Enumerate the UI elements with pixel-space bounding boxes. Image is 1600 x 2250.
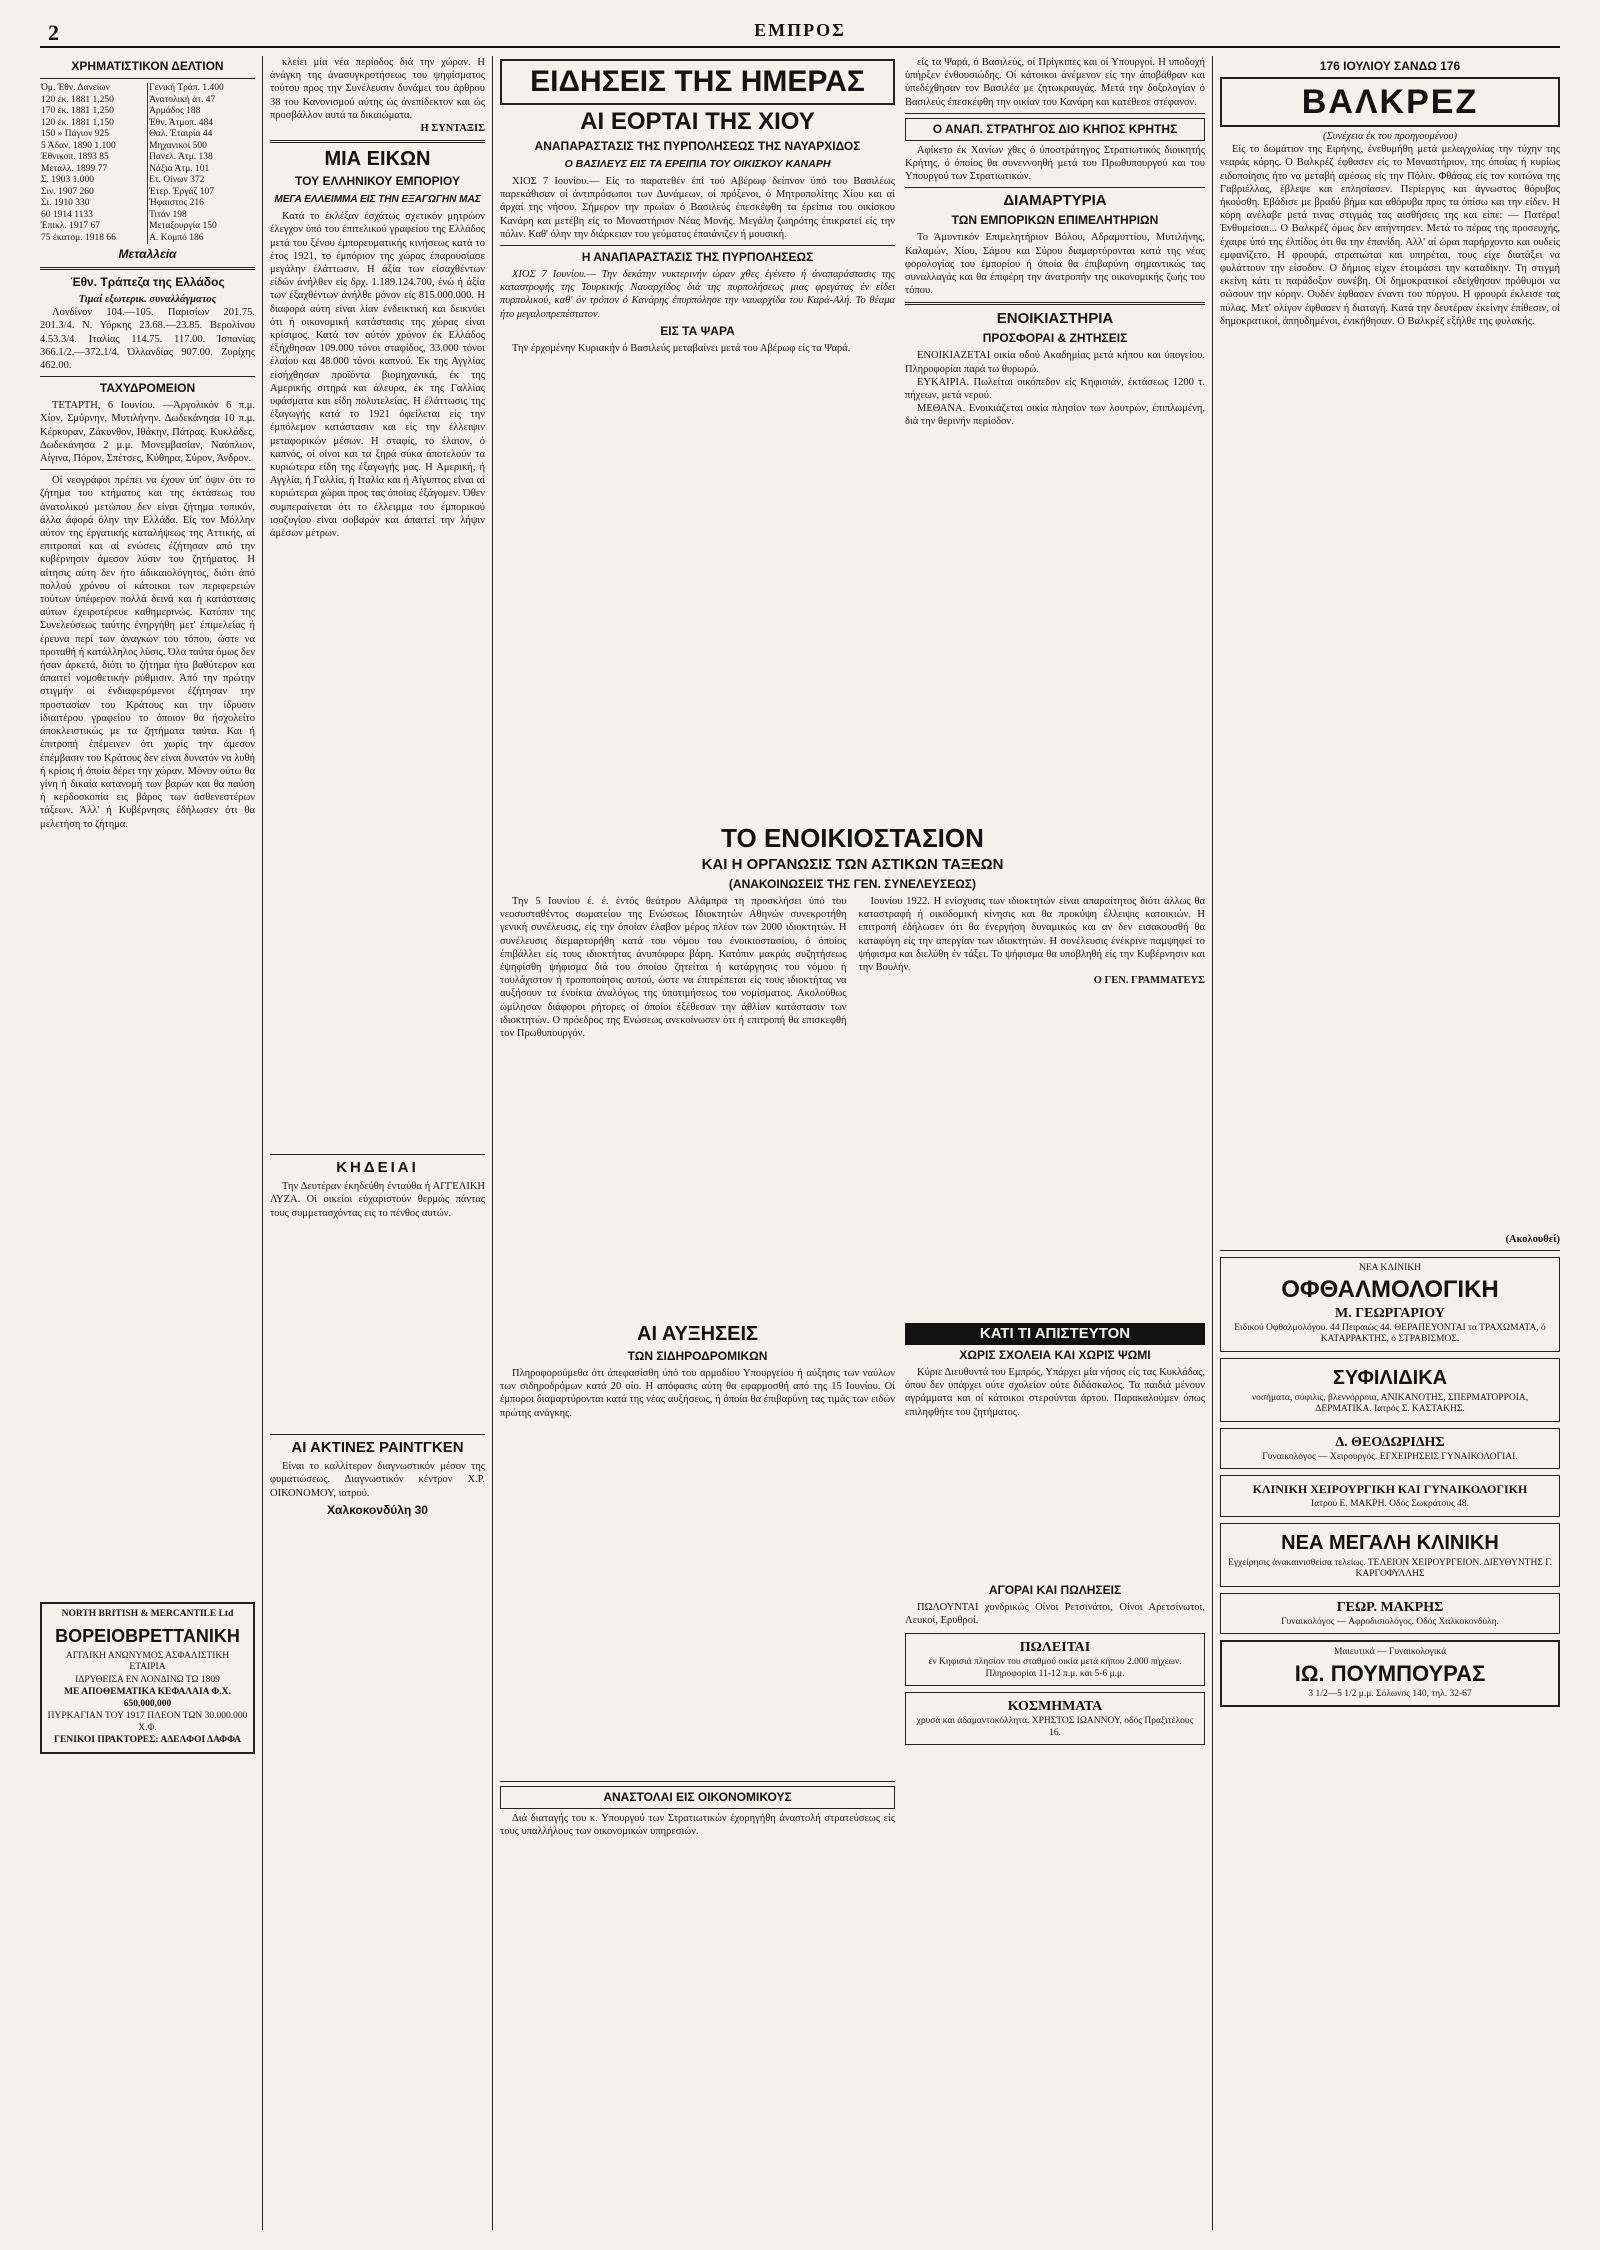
column-2 xyxy=(270,56,485,2230)
railway-body: Πληροφορούμεθα ότι άπεφασίσθη ύπό του αρμοδίου Υπουργείου ή αύξησις των ναύλων των σιδηροδρόμων κατά 20 οίο. Η απόφασις αύτη θα εφαρμοσθή από της 15 Ιουνίου. Οί έμποροι διαμαρτύρονται κατά της νέας αυξήσεως, ή όποία θα έπιβαρύνη τας τιμάς των ειδών πρώτης ανάγκης. xyxy=(500,1368,895,1419)
protest-body: Το Άμυντικόν Επιμελητήριον Βόλου, Αδραμυττίου, Μυτιλήνης, Καλαμών, Χίου, Σάμου και Σύρου διαμαρτύρονται κατά της νέας φορολογίας του έμπορίου ή όποία θα έπιβαρύνη σημαντικώς τας συναλλαγάς και θα έπιφέρη την άνατροπήν της οικονομικής ζωής του τόπου. xyxy=(905,232,1205,297)
serial-body: Είς το δωμάτιον της Ειρήνης, ένεθυμήθη μετά μελαγχολίας την τύχην της νεαράς κόρης. Ο Βαλκρέζ έφθασεν είς το Μοναστήριον, της όποίας ή κυρίως ειδοποίησις ήτο να μεταβή αμέσως είς την Πόλιν. Φθάσας είς τον κοιτώνα της Γαβριέλλας, έβλεψε και επλησίασεν. Περίεργος και άγνωστος θόρυβος ήκούσθη. Εβάδισε με βραδύ βήμα και αθόρυβα προς τα όπίσω και την είδεν. Η κόρη ανέλαβε μετά τινας στιγμάς τας αισθήσεις της και είπε: — Πατέρα! Ένθυμείσαι... Ο Βαλκρέζ όμως δεν απήντησεν. Μετά το πέρας της προσευχής, έχαιρε ύπό της έλπίδος ότι θα την έπανίδη. Αλλ' αί ώραι παρήρχοντο και ουδείς εμφανίζετο. Η φρουρά, στρατιώται και υπηρέται, τους είχε διατάξει να φυλάττουν την είσοδον. Ο δήμιος είχεν έτοιμάσει την καταδίκην. Τη στιγμή εκείνη κάτι τι παράδοξον συνέβη. Οί δημοκρατικοί εδείχθησαν πρόθυμοι να σώσουν την κόρην. Ουδέν έφθασεν έναντι του πύργου. Η φρουρά έκλεισε τας πύλας. Μετ' ολίγον έφθασεν ή διαταγή. Κατά την δευτέραν έκείνην έπίθεσιν, οί δημοκρατικοί, άπηυδημένοι, ένικήθησαν. Ο Βαλκρέζ εξήλθε της φυλακής. xyxy=(1220,144,1560,327)
table-row xyxy=(40,152,255,164)
table-row xyxy=(40,210,255,222)
table-row xyxy=(40,95,255,107)
stock-subheading: Μεταλλεία xyxy=(118,247,177,261)
suspension-heading: ΑΝΑΣΤΟΛΑΙ ΕΙΣ ΟΙΚΟΝΟΜΙΚΟΥΣ xyxy=(500,1786,895,1809)
table-cell: Ήφαιστος 216 xyxy=(148,198,255,210)
gynecologist-ad xyxy=(1220,1428,1560,1470)
col2-top-text: κλείει μία νέα περίοδος διά την χώραν. Η άνάγκη της άνασυγκροτήσεως του ψηφίσματος τούτου προς την Συνέλευσιν δυνάμει του άρθρου 38 του Κανονισμού αύτης ώς άνεπίδεκτον και ώς προσβάλλον αυτά τα δικαιώματα. xyxy=(270,57,485,121)
insurance-ad-line-1: NORTH BRITISH & MERCANTILE Ltd xyxy=(61,1609,234,1620)
exchange-rates: Λονδίνον 104.—105. Παρισίων 201.75. 201.3/4. Ν. Υόρκης 23.68.—23.85. Βερολίνου 4.53.3/4. Ιταλίας 114.75. 117.00. Ίσπανίας 366.1/2.—372.1/4. Όλλανδίας 907.00. Ζυρίχης 462.00. xyxy=(40,307,255,372)
table-row xyxy=(40,141,255,153)
suspension-body: Διά διαταγής του κ. Υπουργού των Στρατιωτικών έχορηγήθη άναστολή στρατεύσεως είς τους υπαλλήλους των οικονομικών υπηρεσιών. xyxy=(500,1813,895,1838)
serial-signature: (Ακολουθεί) xyxy=(1505,1234,1560,1246)
new-clinic-ad xyxy=(1220,1523,1560,1587)
col4-body-1: είς τα Ψαρά, ό Βασιλεύς, οί Πρίγκιπες και οί Υπουργοί. Η υποδοχή ύπήρξεν ένθουσιώδης. Οί κάτοικοι άνέμενον είς την άποβάθραν και ύπεδέχθησαν τον Βασιλέα με ζητωκραυγάς. Μετά την δοξολογίαν ό Βασιλεύς έπεσκέφθη την οικίαν του Κανάρη και κατέθεσε στέφανον. xyxy=(905,57,1205,108)
general-heading: Ο ΑΝΑΠ. ΣΤΡΑΤΗΓΟΣ ΔΙΟ ΚΗΠΟΣ ΚΡΗΤΗΣ xyxy=(905,118,1205,141)
table-cell: Θαλ. Έταιρία 44 xyxy=(148,129,255,141)
serial-continuation: (Συνέχεια έκ του προηγουμένου) xyxy=(1322,131,1458,142)
psara-body: Την έρχομένην Κυριακήν ό Βασιλεύς μεταβαίνει μετά του Αβέρωφ είς τα Ψαρά. xyxy=(512,342,851,354)
table-cell: 120 έκ. 1881 1,250 xyxy=(41,94,114,105)
railway-heading: ΑΙ ΑΥΞΗΣΕΙΣ xyxy=(637,1323,758,1345)
col1-body: Οί νεογράφοι πρέπει να έχουν ύπ' όψιν ότι το ζήτημα του κτήματος και της έκτάσεως του άνατολικού μετώπου δεν είναι ζήτημα τοπικόν, άλλα άφορά όλην την Ελλάδα. Είς τον Μόλλην αύτον της έργατικής καταλήψεως της Αττικής, αί επιτροπαί και αί ενώσεις έζήτησαν από την κυβέρνησιν άμεσον λύσιν του ζητήματος. Η αίτησις αύτη δεν ήτο άδικαιολόγητος, διότι άπό πολλού χρόνου οί κάτοικοι των περιφερειών τούτων ύπέφερον πολλά δεινά και ή κατάστασις αύτων έχειροτέρευε καθημερινώς. Κατόπιν της Συνελεύσεως ταύτης ένηργήθη μετ' έπιμελείας ή έρευνα περί των άναγκών του τόπου, ώστε να προταθή ή κατάλληλος λύσις. Όλα ταύτα όμως δεν ήσαν άρκετά, διότι το ζήτημα ήτο βαθύτερον και άπαιτεί νομοθετικήν ρύθμισιν. Άπό την πρώτην στιγμήν οί ένδιαφερόμενοι έζήτησαν την προστασίαν του Κράτους και την ίδρυσιν ίδιαιτέρου γραφείου το όποιον θα ήσχολείτο άποκλειστικώς με τα ζητήματα ταύτα. Και ή έπιτροπή έπέμεινεν ότι χωρίς την άμεσον έπέμβασιν του Κράτους δεν είναι δυνατόν να λυθή ή κρίσις ή όποία δέρει την χώραν. Μόνον ούτω θα γίνη ή δικαία κατανομή των βαρών και θα παύση ή κερδοσκοπία εις βάρος των άσθενεστέρων τάξεων. Άλλ' ή Κυβέρνησις έδήλωσεν ότι θα μελετήση το ζήτημα. xyxy=(40,475,255,830)
new-clinic-text: Εγχείρησις άνακαινισθείσα τελείως. ΤΕΛΕΙΟΝ ΧΕΙΡΟΥΡΓΕΙΟΝ. ΔΙΕΥΘΥΝΤΗΣ Γ. ΚΑΡΓΟΦΥΛΛΗΣ xyxy=(1228,1557,1552,1580)
rent-control-body-left: Την 5 Ιουνίου έ. έ. έντός θεάτρου Αλάμπρα τη προσκλήσει ύπό του νεοσυσταθέντος σωματείου της Ενώσεως Ιδιοκτητών Αθηνών συνεκροτήθη γενική συνέλευσις, είς την όποίαν έλαβον μέρος πλέον των 2000 ιδιοκτητών. Η συνέλευσις διεμαρτυρήθη κατά του νόμου του ένοικιοστασίου, ό όποίος έπιβάλλει είς τους ιδιοκτήτας άνυπόφορα βάρη. Κατόπιν μακράς συζητήσεως έψηφίσθη ψήφισμα διά του όποίου ζητείται ή κατάργησις του νόμου ή τουλάχιστον ή τροποποίησις αυτού, ώστε να έπιτρέπεται είς τους ιδιοκτήτας να αυξήσουν τα ένοίκια άναλόγως της ύποτιμήσεως του νομίσματος. Ακολούθως ώμίλησαν διάφοροι ρήτορες οί όποίοι έξέθεσαν την άθλίαν κατάστασιν των ιδιοκτητών. Ο πρόεδρος της Ενώσεως ανεκοίνωσεν ότι ή επιτροπή θα επισκεφθή τον Πρωθυπουργόν. xyxy=(500,896,847,1040)
article-heading-deficit: ΜΕΓΑ ΕΛΛΕΙΜΜΑ ΕΙΣ ΤΗΝ ΕΞΑΓΩΓΗΝ ΜΑΣ xyxy=(274,194,481,206)
gynecologist-name: Δ. ΘΕΟΔΩΡΙΔΗΣ xyxy=(1335,1434,1445,1450)
poumpouras-text: 3 1/2—5 1/2 μ.μ. Σόλωνος 140, τηλ. 32-67 xyxy=(1308,1688,1472,1699)
table-cell: Τιτάν 198 xyxy=(148,210,255,222)
xray-text: Είναι το καλλίτερον διαγνωστικόν μέσον της φυματιώσεως. Διαγνωστικόν κέντρον Χ.Ρ. ΟΙΚΟΝΟΜΟΥ, ιατρού. xyxy=(270,1461,485,1499)
table-cell: Ετ. Οίνων 372 xyxy=(148,175,255,187)
unbelievable-subheading: ΧΩΡΙΣ ΣΧΟΛΕΙΑ ΚΑΙ ΧΩΡΙΣ ΨΩΜΙ xyxy=(959,1348,1151,1362)
jewelry-text: χρυσά και άδαμαντοκόλλητα. ΧΡΗΣΤΟΣ ΙΩΑΝΝΟΥ, οδός Πραξιτέλους 16. xyxy=(916,1716,1194,1738)
table-cell: 5 Άδαν. 1890 1.100 xyxy=(41,140,116,151)
table-cell: Έθν. Άτμοπ. 484 xyxy=(148,118,255,130)
table-cell: Νάξια Άτμ. 101 xyxy=(148,164,255,176)
table-row xyxy=(40,118,255,130)
insurance-ad xyxy=(40,1602,255,1754)
table-row xyxy=(40,221,255,233)
insurance-ad-line-3: ΙΔΡΥΘΕΙΣΑ ΕΝ ΛΟΝΔΙΝΩ ΤΩ 1809 xyxy=(75,1674,220,1685)
rentals-subheading: ΠΡΟΣΦΟΡΑΙ & ΖΗΤΗΣΕΙΣ xyxy=(982,331,1128,346)
surgical-clinic-ad xyxy=(1220,1475,1560,1517)
surgical-clinic-title: ΚΛΙΝΙΚΗ ΧΕΙΡΟΥΡΓΙΚΗ ΚΑΙ ΓΥΝΑΙΚΟΛΟΓΙΚΗ xyxy=(1252,1482,1528,1497)
page-number: 2 xyxy=(48,20,59,45)
post-heading: ΤΑΧΥΔΡΟΜΕΙΟΝ xyxy=(99,381,196,396)
chios-subheading: ΑΝΑΠΑΡΑΣΤΑΣΙΣ ΤΗΣ ΠΥΡΠΟΛΗΣΕΩΣ ΤΗΣ ΝΑΥΑΡΧΙΔΟΣ xyxy=(534,139,861,153)
rent-control-signature: Ο ΓΕΝ. ΓΡΑΜΜΑΤΕΥΣ xyxy=(1093,975,1205,987)
trade-article-body: Κατά το έκλέξαν έσχάτως σχετικόν μητρώον έλεγχον ύπό του έπιτελικού γραφείου της Ελλάδος μετά του ξένου έμπορευματικής κινήσεως κατά το έτος 1921, το έμπόριον της χώρας έπαρουσίασε μεγάλην έλάττωσιν. Η άξία των είσαχθέντων είδών άνήλθεν είς δρχ. 1.189.124.700, ένώ ή άξία των έξαχθέντων άνήλθε μόνον είς 815.000.000. Η διαφορά αύτη είναι λίαν ένδεικτική και δεικνύει ότι ή οικονομική κατάστασις της χώρας είναι κρίσιμος. Κατά τον αύτόν χρόνον έκ Ελλάδος έξήχθησαν 109.000 τόνοι σταφίδος, 33.000 τόνοι έλαίου και 48.000 τόνοι καπνού. Έκ της Αγγλίας είσήχθησαν προϊόντα βιομηχανικά, έκ της Αμερικής σιτηρά και άλευρα, έκ της Γαλλίας υφάσματα και είδη πολυτελείας. Η έλάττωσις της έξαγωγής κατά το 1921 όφείλεται είς την έμπόλεμον κατάστασιν και είς την έλλειψιν μεταφορικών μέσων. Η σταφίς, το έλαιον, ό καπνός, οί οίνοι και τα ξηρά σύκα άποτελούν τα κυριώτερα είδη της έξαγωγής μας. Η Αμερική, ή Αγγλία, ή Γαλλία, ή Ιταλία και ή Αίγυπτος είναι αί κυριώτεραι χώραι προς τας όποίας έξάγομεν. Όθεν συμπεραίνεται ότι το έλλειμμα του έμπορικού ισοζυγίου είναι σοβαρόν και άπαιτεί την λήψιν άμέσων μέτρων. xyxy=(270,211,485,540)
post-text: ΤΕΤΑΡΤΗ, 6 Ιουνίου. —Άργολικόν 6 π.μ. Χίον, Σμύρνην, Μυτιλήνην. Δωδεκάνησα 10 π.μ. Κέρκυραν, Ζάκυνθον, Ιθάκην, Πάτρας. Κυκλάδες, Δωδεκάνησα 2 μ.μ. Μονεμβασίαν, Ναύπλιον, Αίγινα, Πόρον, Σπέτσες, Κύθηρα, Σύρον, Άνδρον. xyxy=(40,400,255,465)
rental-ad-1: ΕΝΟΙΚΙΑΖΕΤΑΙ οικία οδού Ακαδημίας μετά κήπου και ύπογείου. Πληροφορίαι παρά τω θυρωρώ. xyxy=(905,350,1205,375)
table-row xyxy=(40,106,255,118)
psara-heading: ΕΙΣ ΤΑ ΨΑΡΑ xyxy=(660,323,735,338)
surgical-clinic-text: Ιατρού Ε. ΜΑΚΡΗ. Οδός Σωκράτους 48. xyxy=(1311,1499,1469,1510)
chios-heading: ΑΙ ΕΟΡΤΑΙ ΤΗΣ ΧΙΟΥ xyxy=(580,108,815,135)
masthead xyxy=(40,20,1560,48)
funeral-text: Την Δευτέραν έκηδεύθη ένταύθα ή ΑΓΓΕΛΙΚΗ ΛΥΖΑ. Οί οικείοι εύχαριστούν θερμώς πάντας τους συμμετασχόντας εις το πένθος αυτών. xyxy=(270,1181,485,1219)
table-cell: 170 έκ. 1881 1,250 xyxy=(41,106,114,116)
house-sale-title: ΠΩΛΕΙΤΑΙ xyxy=(1019,1640,1091,1656)
table-cell: 60 1914 1133 xyxy=(41,209,93,220)
railway-subheading: ΤΩΝ ΣΙΔΗΡΟΔΡΟΜΙΚΩΝ xyxy=(627,1349,768,1363)
rent-control-subheading: ΚΑΙ Η ΟΡΓΑΝΩΣΙΣ ΤΩΝ ΑΣΤΙΚΩΝ ΤΑΞΕΩΝ xyxy=(701,856,1004,873)
newspaper-page xyxy=(40,20,1560,2230)
article-heading-image: ΜΙΑ ΕΙΚΩΝ xyxy=(324,148,431,171)
table-cell: 120 έκ. 1881 1,150 xyxy=(41,117,114,128)
makris-name: ΓΕΩΡ. ΜΑΚΡΗΣ xyxy=(1336,1599,1444,1615)
table-cell: Όμ. Έθν. Δανείων xyxy=(41,83,110,93)
chios-subheading-2: Ο ΒΑΣΙΛΕΥΣ ΕΙΣ ΤΑ ΕΡΕΙΠΙΑ ΤΟΥ ΟΙΚΙΣΚΟΥ ΚΑΝΑΡΗ xyxy=(564,158,831,170)
house-sale-text: έν Κηφισιά πλησίον του σταθμού οικία μετά κήπου 2.000 πήχεων. Πληροφορίαι 11-12 π.μ. και 5-6 μ.μ. xyxy=(928,1657,1182,1679)
syphilis-ad xyxy=(1220,1358,1560,1422)
col4-body-2: Αφίκετο έκ Χανίων χθες ό ύποστράτηγος Στρατιωτικός διοικητής Κρήτης, ό όποίος θα συνεννοηθή μετά του Πρωθυπουργού και του Υπουργού των Στρατιωτικών. xyxy=(905,144,1205,183)
table-cell: Έθνικοπ. 1893 85 xyxy=(41,152,109,162)
table-cell: Γενική Τράπ. 1.400 xyxy=(148,83,255,95)
poumpouras-ad xyxy=(1220,1640,1560,1707)
eye-clinic-head: ΝΕΑ ΚΛΙΝΙΚΗ xyxy=(1358,1263,1422,1274)
column-4-top xyxy=(905,56,1205,876)
table-cell: Άρμάδος 188 xyxy=(148,106,255,118)
syphilis-title: ΣΥΦΙΛΙΔΙΚΑ xyxy=(1332,1366,1448,1389)
table-cell: Σιν. 1907 260 xyxy=(41,186,94,197)
syphilis-text: νοσήματα, σύφιλις, βλεννόρροια, ΑΝΙΚΑΝΟΤΗΣ, ΣΠΕΡΜΑΤΟΡΡΟΙΑ, ΔΕΡΜΑΤΙΚΑ. Ιατρός Σ. ΚΑΣΤΑΚΗΣ. xyxy=(1251,1392,1529,1415)
table-cell: Σι. 1910 330 xyxy=(41,198,90,208)
rent-control-article xyxy=(500,820,1205,1300)
house-sale-ad xyxy=(905,1633,1205,1686)
table-cell: Μεταξουργία 150 xyxy=(148,221,255,233)
section-title: ΕΙΔΗΣΕΙΣ ΤΗΣ ΗΜΕΡΑΣ xyxy=(500,59,895,105)
makris-ad xyxy=(1220,1593,1560,1635)
unbelievable-body: Κύριε Διευθυντά του Εμπρός, Υπάρχει μία νήσος είς τας Κυκλάδας, όπου δεν υπάρχει ούτε σχολείον ούτε διδάσκαλος. Τα παιδιά μένουν αγράμματα και οί κάτοικοι στερούνται άρτου. Παρακαλούμεν όπως επιληφθήτε του ζητήματος. xyxy=(905,1367,1205,1418)
table-cell: Σ. 1903 1.000 xyxy=(41,175,95,185)
table-row xyxy=(40,175,255,187)
jewelry-ad xyxy=(905,1692,1205,1745)
rentals-heading: ΕΝΟΙΚΙΑΣΤΗΡΙΑ xyxy=(996,310,1114,328)
reenactment-body: ΧΙΟΣ 7 Ιουνίου.— Την δεκάτην νυκτερινήν ώραν χθες έγένετο ή άναπαράστασις της καταστροφής της Τουρκικής Ναυαρχίδος διά της πυρπολήσεως μιας φρεγάτας έν είδει πυρπολικού, καθ' όν τρόπον ό Κανάρης έπυρπόλησε την ναυαρχίδα του Καρά-Αλή. Το θέαμα ήτο μεγαλοπρεπέστατον. xyxy=(500,269,895,320)
national-bank-heading: Έθν. Τράπεζα της Ελλάδος xyxy=(70,275,225,289)
chios-article-body: ΧΙΟΣ 7 Ιουνίου.— Είς το παρατεθέν έπί τού Αβέρωφ δείπνον ύπό του Βασιλέως παρεκάθισαν οί άντιπρόσωποι των Δυνάμεων, οί πρόξενοι, ό Μητροπολίτης Χίου και αί άρχαί της νήσου. Σήμερον την πρωίαν ό Βασιλεύς έπεσκέφθη τα έρείπια του οικίσκου Κανάρη και μετέβη είς το Μοναστήριον Νέας Μονής. Μεγάλη ζωηρότης έπικρατεί είς την πόλιν. Καθ' όλην την διάρκειαν του γεύματος έπαιάνιζεν ή μουσική. xyxy=(500,176,895,240)
table-cell: 150 » Πάγιον 925 xyxy=(41,129,110,139)
unbelievable-heading: ΚΑΤΙ ΤΙ ΑΠΙΣΤΕΥΤΟΝ xyxy=(905,1323,1205,1345)
eye-clinic-name: Μ. ΓΕΩΡΓΑΡΙΟΥ xyxy=(1334,1305,1446,1321)
insurance-ad-line-4: ΜΕ ΑΠΟΘΕΜΑΤΙΚΑ ΚΕΦΑΛΑΙΑ Φ.Χ. 650,000,000 xyxy=(64,1687,231,1709)
protest-subheading: ΤΩΝ ΕΜΠΟΡΙΚΩΝ ΕΠΙΜΕΛΗΤΗΡΙΩΝ xyxy=(951,213,1159,228)
serial-title: ΒΑΛΚΡΕΖ xyxy=(1220,77,1560,127)
column-3-bottom xyxy=(500,1320,895,2230)
insurance-ad-name: ΒΟΡΕΙΟΒΡΕΤΤΑΝΙΚΗ xyxy=(55,1625,240,1646)
table-row xyxy=(40,164,255,176)
table-cell: Έπικλ. 1917 67 xyxy=(41,221,100,231)
rental-ad-2: ΕΥΚΑΙΡΙΑ. Πωλείται οικόπεδον είς Κηφισιάν, έκτάσεως 1200 τ. πήχεων, μετά νερού. xyxy=(905,376,1205,402)
table-cell: Α. Κομπό 186 xyxy=(148,233,255,245)
gynecologist-text: Γυναικολόγος — Χειρουργός. ΕΓΧΕΙΡΗΣΕΙΣ ΓΥΝΑΙΚΟΛΟΓΙΑΙ. xyxy=(1262,1451,1518,1462)
eye-clinic-title: ΟΦΘΑΛΜΟΛΟΓΙΚΗ xyxy=(1281,1275,1499,1303)
masthead-title: ΕΜΠΡΟΣ xyxy=(754,20,846,40)
xray-heading: ΑΙ ΑΚΤΙΝΕΣ ΡΑΙΝΤΓΚΕΝ xyxy=(291,1439,464,1457)
table-cell: 75 έκατομ. 1918 66 xyxy=(41,232,116,243)
funeral-heading: ΚΗΔΕΙΑΙ xyxy=(336,1159,419,1177)
table-cell: Πανελ. Άτμ. 138 xyxy=(148,152,255,164)
table-row xyxy=(40,233,255,245)
insurance-ad-line-2: ΑΓΓΛΙΚΗ ΑΝΩΝΥΜΟΣ ΑΣΦΑΛΙΣΤΙΚΗ ΕΤΑΙΡΙΑ xyxy=(65,1650,230,1673)
rent-control-body-right: Ιουνίου 1922. Η ενίσχυσις των ιδιοκτητών είναι απαραίτητος διότι άλλως θα καταστραφή ή οικοδομική κίνησις και θα προκύψη έλλειψις κατοικιών. Η επιτροπή έδήλωσεν ότι θα ένεργήση δυναμικώς και αν δεν εισακουσθή θα καταφύγη είς την απεργίαν των ιδιοκτητών. Η συνέλευσις ένέκρινε παμψηφεί το ψήφισμα και διελύθη έν τάξει. Το ψήφισμα θα υποβληθή είς την Κυβέρνησιν και την Βουλήν. xyxy=(858,896,1205,974)
jewelry-title: ΚΟΣΜΗΜΑΤΑ xyxy=(1007,1699,1103,1715)
eye-clinic-text: Ειδικού Οφθαλμολόγου. 44 Πειραιώς 44. ΘΕΡΑΠΕΥΟΝΤΑΙ τα ΤΡΑΧΩΜΑΤΑ, ό ΚΑΤΑΡΡΑΚΤΗΣ, ό ΣΤΡΑΒΙΣΜΟΣ. xyxy=(1234,1322,1546,1345)
table-cell: Μεταλλ. 1899 77 xyxy=(41,163,108,174)
article-heading-trade: ΤΟΥ ΕΛΛΗΝΙΚΟΥ ΕΜΠΟΡΙΟΥ xyxy=(295,174,460,189)
rent-control-heading: ΤΟ ΕΝΟΙΚΙΟΣΤΑΣΙΟΝ xyxy=(721,823,984,853)
table-cell: Έτερ. Έργάζ 107 xyxy=(148,187,255,199)
poumpouras-name: ΙΩ. ΠΟΥΜΠΟΥΡΑΣ xyxy=(1294,1660,1486,1686)
table-cell: Άνατολική άτ. 47 xyxy=(148,95,255,107)
stock-table xyxy=(40,83,255,244)
ads-column xyxy=(905,1580,1205,2230)
poumpouras-sub: Μαιευτικά — Γυναικολογικά xyxy=(1333,1647,1447,1658)
trade-heading: ΑΓΟΡΑΙ ΚΑΙ ΠΩΛΗΣΕΙΣ xyxy=(988,1583,1122,1597)
new-clinic-title: ΝΕΑ ΜΕΓΑΛΗ ΚΛΙΝΙΚΗ xyxy=(1281,1531,1499,1554)
makris-text: Γυναικολόγος — Αφροδισιολόγος. Οδός Χαλκοκονδύλη. xyxy=(1281,1616,1499,1627)
trade-ad-1: ΠΩΛΟΥΝΤΑΙ χονδρικώς Οίνοι Ρετσινάτοι, Οίνοι Αρετσίνωτοι, Λευκοί, Ερυθροί. xyxy=(905,1602,1205,1627)
table-row xyxy=(40,187,255,199)
serial-dateline: 176 ΙΟΥΛΙΟΥ ΣΑΝΔΩ 176 xyxy=(1319,59,1461,73)
rent-control-subheading-2: (ΑΝΑΚΟΙΝΩΣΕΙΣ ΤΗΣ ΓΕΝ. ΣΥΝΕΛΕΥΣΕΩΣ) xyxy=(728,877,977,891)
exchange-subheading: Τιμαί εξωτερικ. συναλλάγματος xyxy=(78,294,217,305)
column-1 xyxy=(40,56,255,2230)
table-row xyxy=(40,198,255,210)
table-row xyxy=(40,129,255,141)
xray-address: Χαλκοκονδύλη 30 xyxy=(327,1502,428,1517)
stock-bulletin-heading: ΧΡΗΜΑΤΙΣΤΙΚΟΝ ΔΕΛΤΙΟΝ xyxy=(71,59,224,73)
table-cell: Μηχανικοί 500 xyxy=(148,141,255,153)
insurance-ad-line-5: ΠΥΡΚΑΓΙΑΝ ΤΟΥ 1917 ΠΛΕΟΝ ΤΩΝ 30.000.000 Χ.Φ. xyxy=(47,1711,248,1733)
rental-ad-3: ΜΕΘΑΝΑ. Ενοικιάζεται οικία πλησίον των λουτρών, έπιπλωμένη, διά την θερινήν περίοδον. xyxy=(905,403,1205,428)
reenactment-heading: Η ΑΝΑΠΑΡΑΣΤΑΣΙΣ ΤΗΣ ΠΥΡΠΟΛΗΣΕΩΣ xyxy=(581,250,814,265)
column-5 xyxy=(1220,56,1560,2230)
col2-signature: Η ΣΥΝΤΑΞΙΣ xyxy=(420,123,485,135)
insurance-ad-line-6: ΓΕΝΙΚΟΙ ΠΡΑΚΤΟΡΕΣ: ΑΔΕΛΦΟΙ ΔΑΦΦΑ xyxy=(53,1735,242,1746)
column-3-top xyxy=(500,56,895,816)
eye-clinic-ad xyxy=(1220,1257,1560,1352)
table-row xyxy=(40,83,255,95)
protest-heading: ΔΙΑΜΑΡΤΥΡΙΑ xyxy=(1003,192,1107,210)
